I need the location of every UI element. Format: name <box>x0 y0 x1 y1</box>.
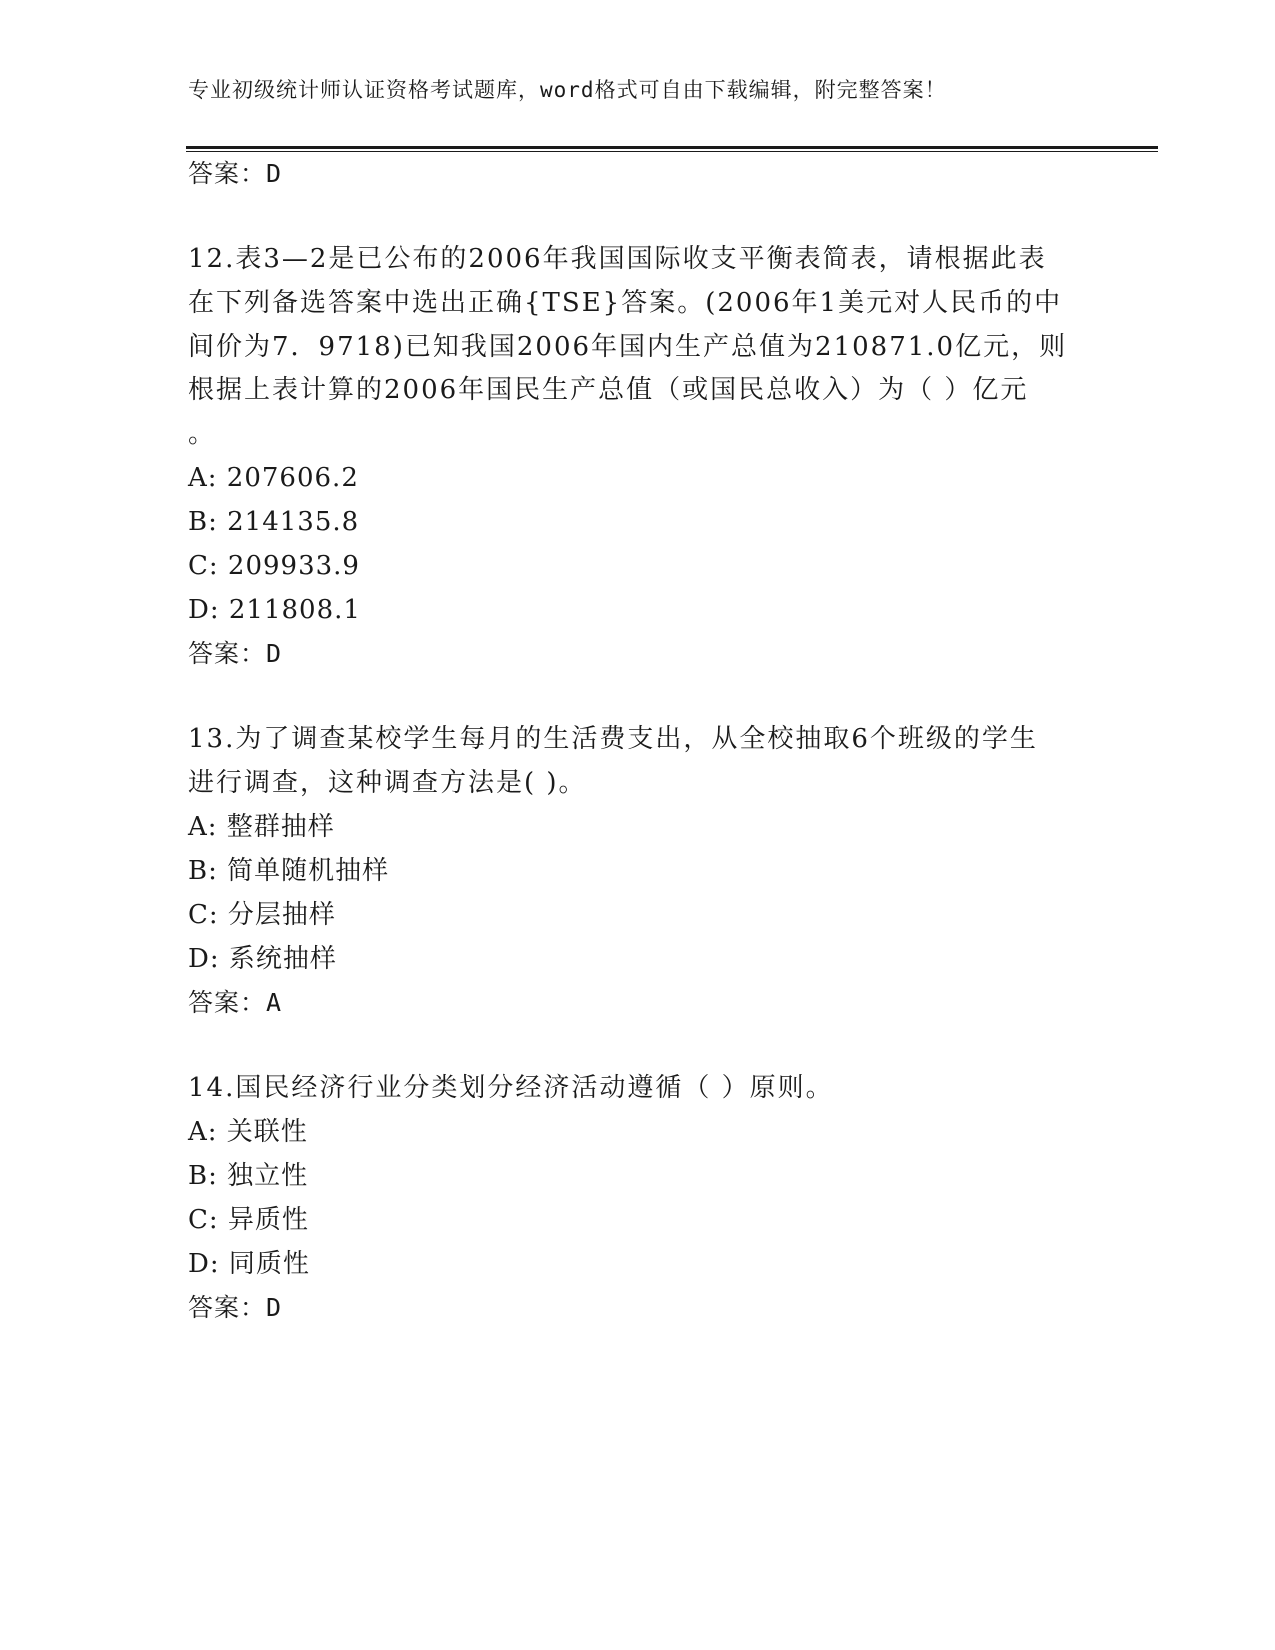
question-13-option-d: D: 系统抽样 <box>188 944 337 974</box>
question-14-answer: 答案：D <box>188 1293 283 1322</box>
question-14-option-a: A: 关联性 <box>188 1117 308 1147</box>
question-12-line-4: 根据上表计算的2006年国民生产总值（或国民总收入）为（ ）亿元 <box>188 375 1029 405</box>
question-13-line-1: 13.为了调查某校学生每月的生活费支出，从全校抽取6个班级的学生 <box>188 724 1038 754</box>
header-rule-thin <box>186 151 1158 152</box>
question-13-option-b: B: 简单随机抽样 <box>188 856 390 886</box>
question-13-line-2: 进行调查，这种调查方法是( )。 <box>188 768 587 798</box>
header-rule <box>186 146 1158 149</box>
question-12-option-b: B: 214135.8 <box>188 507 360 537</box>
previous-answer: 答案：D <box>188 159 283 188</box>
question-13-option-c: C: 分层抽样 <box>188 900 336 930</box>
question-12-option-c: C: 209933.9 <box>188 551 360 581</box>
question-12-line-2: 在下列备选答案中选出正确{TSE}答案。(2006年1美元对人民币的中 <box>188 288 1063 318</box>
question-13-option-a: A: 整群抽样 <box>188 812 335 842</box>
question-12-line-3: 间价为7．9718)已知我国2006年国内生产总值为210871.0亿元，则 <box>188 332 1068 362</box>
question-14-option-d: D: 同质性 <box>188 1249 310 1279</box>
question-14-option-c: C: 异质性 <box>188 1205 309 1235</box>
question-14-line-1: 14.国民经济行业分类划分经济活动遵循（ ）原则。 <box>188 1073 834 1103</box>
page-header: 专业初级统计师认证资格考试题库，word格式可自由下载编辑，附完整答案！ <box>188 78 947 102</box>
question-12-option-a: A: 207606.2 <box>188 463 359 493</box>
question-14-option-b: B: 独立性 <box>188 1161 309 1191</box>
question-12-answer: 答案：D <box>188 639 283 668</box>
question-12-line-1: 12.表3—2是已公布的2006年我国国际收支平衡表简表，请根据此表 <box>188 244 1047 274</box>
question-13-answer: 答案：A <box>188 988 283 1017</box>
question-12-line-5: 。 <box>188 419 217 449</box>
question-12-option-d: D: 211808.1 <box>188 595 361 625</box>
